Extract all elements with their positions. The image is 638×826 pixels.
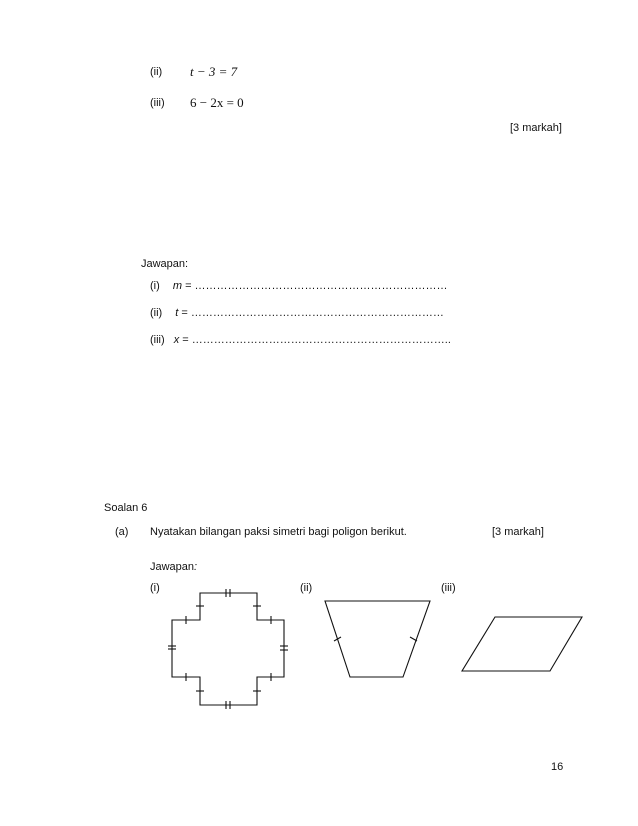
q5-answer-label: (ii) <box>150 307 163 319</box>
figure-label-i: (i) <box>150 582 160 594</box>
q5-answer-label: (iii) <box>150 334 165 346</box>
figure-label-iii: (iii) <box>441 582 456 594</box>
page-number: 16 <box>551 761 564 773</box>
cross-polygon-outline <box>172 593 284 705</box>
q5-answer-line: = …………………………………………………………….. <box>179 334 451 346</box>
q6-answer-heading-colon: : <box>194 561 198 573</box>
q5-answer-variable: m <box>172 280 183 292</box>
q5-part-ii-equation: t − 3 = 7 <box>190 64 238 79</box>
q5-part-iii-equation: 6 − 2x = 0 <box>190 95 244 110</box>
q6-part-a-text: Nyatakan bilangan paksi simetri bagi poligon berikut. <box>150 526 407 538</box>
q5-marks: [3 markah] <box>510 122 562 134</box>
q5-answer-heading: Jawapan: <box>141 258 189 270</box>
parallelogram-outline <box>462 617 582 671</box>
q6-part-a-marks: [3 markah] <box>492 526 544 538</box>
q5-part-ii-label: (ii) <box>150 66 163 78</box>
q5-answer-line: = …………………………………………………………… <box>178 307 444 319</box>
q5-answer-variable: t <box>175 307 179 319</box>
figure-label-ii: (ii) <box>300 582 313 594</box>
q5-part-iii-label: (iii) <box>150 97 165 109</box>
q6-title: Soalan 6 <box>104 502 148 514</box>
q6-answer-heading-text: Jawapan <box>150 561 195 573</box>
q5-answer-label: (i) <box>150 280 160 292</box>
q5-answer-variable: x <box>173 334 180 346</box>
q5-answer-line: = …………………………………………………………… <box>182 280 448 292</box>
q6-part-a-label: (a) <box>115 526 129 538</box>
